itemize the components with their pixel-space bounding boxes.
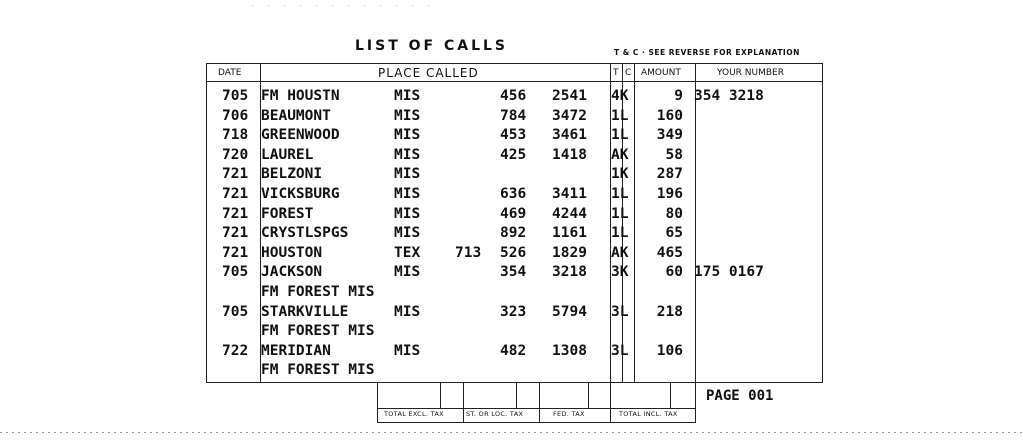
foot-tick-2 [516,383,517,409]
foot-bottom [377,422,696,423]
place-state: MIS [394,166,421,183]
label-total-incl-tax: TOTAL INCL. TAX [619,410,678,418]
place-state: MIS [394,127,421,144]
place-state: MIS [394,303,421,320]
amount: 218 [656,303,683,320]
amount: 58 [665,146,683,163]
header-rule [206,81,823,82]
place-state: MIS [394,146,421,163]
place-state: TEX [394,244,421,261]
tc-code: 1L [611,225,629,242]
foot-tick-3 [588,383,589,409]
scan-specks [252,5,432,6]
call-date: 721 [222,166,249,183]
tc-code: 4K [611,88,629,104]
place-state: MIS [394,342,421,359]
place-state: MIS [394,88,421,104]
tc-code: 1L [611,127,629,144]
label-fed-tax: FED. TAX [553,410,585,418]
frame-right [822,63,823,383]
call-date: 721 [222,244,249,261]
exchange: 636 [500,186,527,202]
label-total-excl-tax: TOTAL EXCL. TAX [384,410,444,418]
page-number: PAGE 001 [706,388,774,404]
place-called: FM FOREST MIS [261,323,375,340]
line-number: 3461 [552,127,587,144]
amount: 9 [674,88,683,104]
place-state: MIS [394,186,421,202]
header-date: DATE [218,68,242,78]
call-date: 705 [222,264,249,281]
foot-tick-1 [440,383,441,409]
header-your-number: YOUR NUMBER [717,68,784,78]
amount: 287 [656,166,683,183]
foot-sep-1 [463,383,464,423]
foot-tick-4 [670,383,671,409]
header-t: T [613,68,619,78]
call-date: 718 [222,127,249,144]
line-number: 1829 [552,244,587,261]
place-called: LAUREL [261,146,314,163]
place-state: MIS [394,225,421,242]
tc-code: 1K [611,166,629,183]
frame-bottom [206,382,823,383]
exchange: 784 [500,107,527,124]
tc-code: 1L [611,107,629,124]
place-called: FM HOUSTN [261,88,340,104]
exchange: 354 [500,264,527,281]
amount: 465 [656,244,683,261]
exchange: 892 [500,225,527,242]
foot-left [377,383,378,423]
foot-right [695,383,696,423]
exchange: 425 [500,146,527,163]
call-date: 720 [222,146,249,163]
frame-left [206,63,207,383]
place-called: BELZONI [261,166,323,183]
exchange: 469 [500,205,527,222]
place-called: GREENWOOD [261,127,340,144]
line-number: 3218 [552,264,587,281]
header-amount: AMOUNT [641,68,681,78]
place-called: FM FOREST MIS [261,284,375,300]
place-called: CRYSTLSPGS [261,225,349,242]
call-date: 705 [222,88,249,104]
tc-code: 1L [611,205,629,222]
exchange: 526 [500,244,527,261]
amount: 349 [656,127,683,144]
exchange: 323 [500,303,527,320]
line-number: 2541 [552,88,587,104]
place-called: FOREST [261,205,314,222]
line-number: 5794 [552,303,587,320]
place-called: BEAUMONT [261,107,331,124]
amount: 60 [665,264,683,281]
header-c: C [625,68,632,78]
amount: 80 [665,205,683,222]
your-number: 354 3218 [694,88,764,104]
place-called: FM FOREST MIS [261,362,375,379]
amount: 160 [656,107,683,124]
call-date: 721 [222,225,249,242]
call-date: 705 [222,303,249,320]
your-number: 175 0167 [694,264,764,281]
col-sep-amount [695,63,696,383]
line-number: 3411 [552,186,587,202]
place-state: MIS [394,264,421,281]
tc-code: AK [611,244,629,261]
line-number: 1418 [552,146,587,163]
foot-mid-rule [377,408,696,409]
tc-code: 3L [611,303,629,320]
place-called: MERIDIAN [261,342,331,359]
tc-explanation-note: T & C · SEE REVERSE FOR EXPLANATION [614,48,800,57]
place-called: JACKSON [261,264,323,281]
amount: 196 [656,186,683,202]
frame-top [206,63,823,64]
header-place-called: PLACE CALLED [378,66,479,80]
exchange: 453 [500,127,527,144]
perforation-dots [0,432,1023,433]
call-date: 722 [222,342,249,359]
line-number: 3472 [552,107,587,124]
place-called: STARKVILLE [261,303,349,320]
line-number: 1161 [552,225,587,242]
label-st-loc-tax: ST. OR LOC. TAX [466,410,524,418]
col-sep-c [634,63,635,383]
tc-code: 3L [611,342,629,359]
area-code: 713 [455,244,482,261]
place-state: MIS [394,205,421,222]
tc-code: 1L [611,186,629,202]
tc-code: 3K [611,264,629,281]
place-state: MIS [394,107,421,124]
tc-code: AK [611,146,629,163]
place-called: VICKSBURG [261,186,340,202]
amount: 106 [656,342,683,359]
form-title: LIST OF CALLS [355,38,509,54]
call-date: 721 [222,186,249,202]
exchange: 482 [500,342,527,359]
call-date: 721 [222,205,249,222]
line-number: 1308 [552,342,587,359]
amount: 65 [665,225,683,242]
foot-sep-2 [539,383,540,423]
exchange: 456 [500,88,527,104]
foot-sep-3 [610,383,611,423]
line-number: 4244 [552,205,587,222]
call-date: 706 [222,107,249,124]
place-called: HOUSTON [261,244,323,261]
